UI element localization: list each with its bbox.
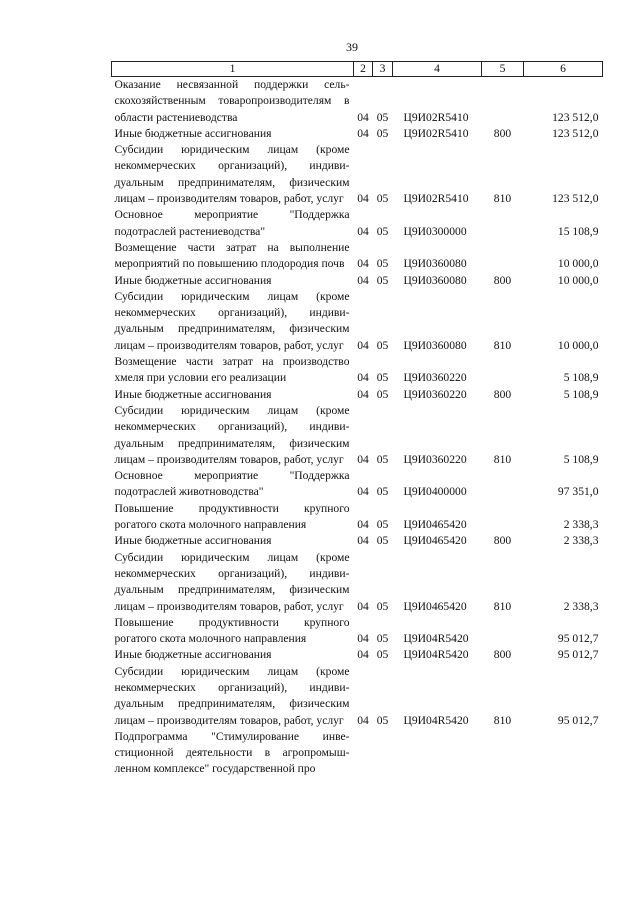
row-subsection: 05 bbox=[376, 713, 389, 727]
row-section: 04 bbox=[357, 713, 369, 727]
row-expense-type: 800 bbox=[493, 648, 512, 662]
row-expense-type bbox=[482, 77, 524, 126]
row-target-code: Ц9И0465420 bbox=[403, 518, 467, 532]
row-subsection: 05 bbox=[376, 452, 389, 466]
row-section: 04 bbox=[357, 224, 369, 238]
page-number: 39 bbox=[346, 40, 358, 54]
row-subsection: 05 bbox=[376, 599, 389, 613]
row-name: Субсидии юридическим лицам (кроме некоммерческих организаций), индивидуальным предпринимателям, физическим лицам – производителям товаров, работ, услуг bbox=[114, 550, 350, 613]
row-subsection: 05 bbox=[376, 632, 389, 646]
row-expense-type: 810 bbox=[493, 713, 512, 727]
row-subsection bbox=[373, 729, 393, 778]
row-target-code: Ц9И0360220 bbox=[403, 387, 467, 401]
row-name: Субсидии юридическим лицам (кроме некоммерческих организаций), индивидуальным предпринимателям, физическим лицам – производителям товаров, работ, услуг bbox=[114, 289, 350, 352]
column-header-4: 4 bbox=[393, 62, 482, 77]
row-target-code: Ц9И0360080 bbox=[403, 338, 467, 352]
row-name: Повышение продуктивности крупного рогатого скота молочного направления bbox=[114, 615, 350, 646]
row-section: 04 bbox=[357, 371, 369, 385]
table-row bbox=[112, 729, 603, 778]
row-expense-type: 810 bbox=[493, 338, 512, 352]
table-row bbox=[112, 142, 603, 207]
row-section: 04 bbox=[357, 485, 369, 499]
row-name: Иные бюджетные ассигнования bbox=[114, 387, 272, 401]
row-name: Субсидии юридическим лицам (кроме некоммерческих организаций), индивидуальным предпринимателям, физическим лицам – производителям товаров, работ, услуг bbox=[114, 143, 350, 206]
row-name: Иные бюджетные ассигнования bbox=[114, 534, 272, 548]
row-target-code: Ц9И0465420 bbox=[403, 534, 467, 548]
table-row bbox=[112, 207, 603, 240]
row-expense-type bbox=[482, 729, 524, 778]
row-expense-type: 800 bbox=[493, 126, 512, 140]
row-section: 04 bbox=[357, 518, 369, 532]
row-expense-type: 800 bbox=[493, 273, 512, 287]
row-subsection: 05 bbox=[376, 648, 389, 662]
row-subsection: 05 bbox=[376, 273, 389, 287]
row-amount: 5 108,9 bbox=[563, 452, 599, 466]
row-subsection: 05 bbox=[376, 257, 389, 271]
row-target-code: Ц9И02R5410 bbox=[403, 126, 469, 140]
table-row bbox=[112, 550, 603, 615]
row-target-code: Ц9И0360220 bbox=[403, 452, 467, 466]
row-target-code: Ц9И0360220 bbox=[403, 371, 467, 385]
row-section bbox=[354, 729, 373, 778]
table-row bbox=[112, 289, 603, 354]
row-expense-type: 810 bbox=[493, 452, 512, 466]
row-section: 04 bbox=[357, 632, 369, 646]
table-row bbox=[112, 664, 603, 729]
table-row bbox=[112, 615, 603, 648]
table-row bbox=[112, 77, 603, 126]
row-expense-type bbox=[482, 207, 524, 240]
row-target-code: Ц9И02R5410 bbox=[403, 110, 469, 124]
row-expense-type bbox=[482, 615, 524, 648]
row-name: Иные бюджетные ассигнования bbox=[114, 648, 272, 662]
table-row bbox=[112, 647, 603, 663]
row-name: Субсидии юридическим лицам (кроме некоммерческих организаций), индивидуальным предпринимателям, физическим лицам – производителям товаров, работ, услуг bbox=[114, 403, 350, 466]
row-name: Подпрограмма "Стимулирование инвестиционной деятельности в агропромышленном комплексе" государственной про bbox=[114, 729, 350, 776]
row-expense-type bbox=[482, 501, 524, 534]
row-section: 04 bbox=[357, 648, 369, 662]
row-amount: 10 000,0 bbox=[557, 257, 599, 271]
row-expense-type: 800 bbox=[493, 387, 512, 401]
row-subsection: 05 bbox=[376, 387, 389, 401]
row-section: 04 bbox=[357, 338, 369, 352]
column-header-1: 1 bbox=[112, 62, 354, 77]
row-expense-type bbox=[482, 354, 524, 387]
row-amount: 5 108,9 bbox=[563, 387, 599, 401]
row-subsection: 05 bbox=[376, 192, 389, 206]
table-row bbox=[112, 240, 603, 273]
row-section: 04 bbox=[357, 599, 369, 613]
row-section: 04 bbox=[357, 534, 369, 548]
table-header-row bbox=[112, 62, 603, 77]
column-header-5: 5 bbox=[482, 62, 524, 77]
row-name: Возмещение части затрат на производство хмеля при условии его реализации bbox=[114, 355, 350, 385]
row-subsection: 05 bbox=[376, 534, 389, 548]
row-section: 04 bbox=[357, 452, 369, 466]
row-amount bbox=[524, 729, 603, 778]
budget-table bbox=[111, 61, 603, 778]
row-target-code: Ц9И0400000 bbox=[403, 485, 467, 499]
row-name: Оказание несвязанной поддержки сельскохозяйственным товаропроизводителям в области растениеводства bbox=[114, 78, 350, 124]
row-amount: 5 108,9 bbox=[563, 371, 599, 385]
row-subsection: 05 bbox=[376, 338, 389, 352]
row-amount: 95 012,7 bbox=[557, 713, 599, 727]
row-amount: 2 338,3 bbox=[563, 534, 599, 548]
row-amount: 10 000,0 bbox=[557, 338, 599, 352]
row-target-code: Ц9И0300000 bbox=[403, 224, 467, 238]
row-subsection: 05 bbox=[376, 126, 389, 140]
table-row bbox=[112, 273, 603, 289]
row-amount: 95 012,7 bbox=[557, 648, 599, 662]
row-target-code: Ц9И04R5420 bbox=[403, 648, 469, 662]
row-amount: 123 512,0 bbox=[552, 110, 599, 124]
row-amount: 123 512,0 bbox=[552, 126, 599, 140]
column-header-6: 6 bbox=[524, 62, 603, 77]
table-row bbox=[112, 501, 603, 534]
row-amount: 123 512,0 bbox=[552, 192, 599, 206]
table-row bbox=[112, 533, 603, 549]
row-subsection: 05 bbox=[376, 485, 389, 499]
row-expense-type: 810 bbox=[493, 599, 512, 613]
row-expense-type bbox=[482, 468, 524, 501]
row-target-code: Ц9И0360080 bbox=[403, 273, 467, 287]
row-target-code: Ц9И0360080 bbox=[403, 257, 467, 271]
row-subsection: 05 bbox=[376, 371, 389, 385]
row-amount: 10 000,0 bbox=[557, 273, 599, 287]
row-name: Иные бюджетные ассигнования bbox=[114, 273, 272, 287]
row-target-code: Ц9И02R5410 bbox=[403, 192, 469, 206]
row-name: Субсидии юридическим лицам (кроме некоммерческих организаций), индивидуальным предпринимателям, физическим лицам – производителям товаров, работ, услуг bbox=[114, 664, 350, 727]
table-body bbox=[112, 77, 603, 778]
row-section: 04 bbox=[357, 257, 369, 271]
row-section: 04 bbox=[357, 387, 369, 401]
row-expense-type bbox=[482, 240, 524, 273]
row-target-code: Ц9И04R5420 bbox=[403, 632, 469, 646]
row-amount: 2 338,3 bbox=[563, 518, 599, 532]
row-subsection: 05 bbox=[376, 110, 389, 124]
row-amount: 2 338,3 bbox=[563, 599, 599, 613]
row-section: 04 bbox=[357, 126, 369, 140]
column-header-3: 3 bbox=[373, 62, 393, 77]
row-amount: 15 108,9 bbox=[557, 224, 599, 238]
row-amount: 95 012,7 bbox=[557, 632, 599, 646]
row-expense-type: 800 bbox=[493, 534, 512, 548]
table-row bbox=[112, 354, 603, 387]
row-name: Иные бюджетные ассигнования bbox=[114, 126, 272, 140]
row-target-code bbox=[393, 729, 482, 778]
row-subsection: 05 bbox=[376, 518, 389, 532]
row-target-code: Ц9И04R5420 bbox=[403, 713, 469, 727]
row-amount: 97 351,0 bbox=[557, 485, 599, 499]
row-name: Основное мероприятие "Поддержка подотраслей растениеводства" bbox=[114, 208, 350, 238]
table-row bbox=[112, 468, 603, 501]
row-target-code: Ц9И0465420 bbox=[403, 599, 467, 613]
row-expense-type: 810 bbox=[493, 192, 512, 206]
column-header-2: 2 bbox=[354, 62, 373, 77]
row-name: Основное мероприятие "Поддержка подотраслей животноводства" bbox=[114, 469, 350, 499]
table-row bbox=[112, 387, 603, 403]
table-row bbox=[112, 403, 603, 468]
table-row bbox=[112, 126, 603, 142]
row-subsection: 05 bbox=[376, 224, 389, 238]
row-name: Возмещение части затрат на выполнение мероприятий по повышению плодородия почв bbox=[114, 240, 350, 271]
row-section: 04 bbox=[357, 192, 369, 206]
row-section: 04 bbox=[357, 110, 369, 124]
row-section: 04 bbox=[357, 273, 369, 287]
row-name: Повышение продуктивности крупного рогатого скота молочного направления bbox=[114, 501, 350, 532]
